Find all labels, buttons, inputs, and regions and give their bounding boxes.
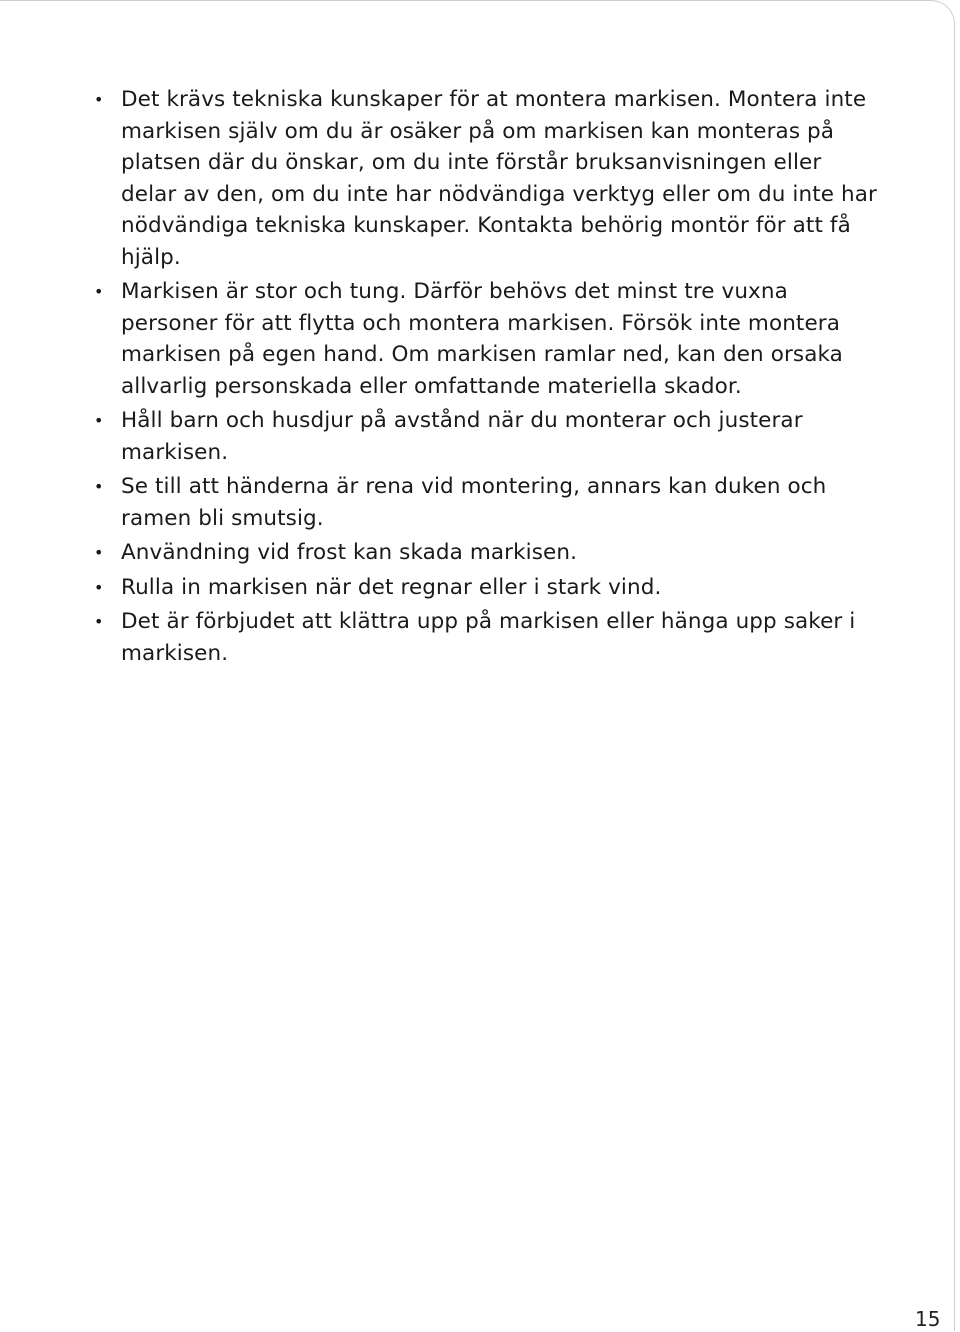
list-item bbox=[92, 537, 882, 569]
list-item bbox=[92, 84, 882, 273]
bullet-icon: • bbox=[94, 577, 104, 597]
list-item bbox=[92, 606, 882, 669]
page-number: 15 bbox=[915, 1307, 941, 1331]
bullet-icon: • bbox=[94, 612, 104, 631]
list-item-text: Det är förbjudet att klättra upp på markisen eller hänga upp saker i markisen. bbox=[121, 609, 856, 666]
list-item bbox=[92, 405, 882, 468]
safety-instructions-list bbox=[92, 84, 882, 672]
list-item-text: Se till att händerna är rena vid montering, annars kan duken och ramen bli smutsig. bbox=[121, 474, 827, 531]
list-item bbox=[92, 471, 882, 534]
list-item bbox=[92, 572, 882, 604]
list-item-text: Användning vid frost kan skada markisen. bbox=[121, 540, 578, 565]
list-item-text: Det krävs tekniska kunskaper för at montera markisen. Montera inte markisen själv om du är osäker på om markisen kan monteras på platsen där du önskar, om du inte förstår bruksanvisningen eller delar av den, om du inte har nödvändiga verktyg eller om du inte har nödvändiga tekniska kunskaper. Kontakta behörig montör för att få hjälp. bbox=[121, 87, 877, 270]
bullet-icon: • bbox=[94, 282, 104, 301]
list-item-text: Håll barn och husdjur på avstånd när du monterar och justerar markisen. bbox=[121, 408, 803, 465]
list-item bbox=[92, 276, 882, 402]
bullet-icon: • bbox=[94, 411, 104, 430]
list-item-text: Markisen är stor och tung. Därför behövs det minst tre vuxna personer för att flytta och montera markisen. Försök inte montera markisen på egen hand. Om markisen ramlar ned, kan den orsaka allvarlig personskada eller omfattande materiella skador. bbox=[121, 279, 843, 399]
list-item-text: Rulla in markisen när det regnar eller i stark vind. bbox=[121, 574, 662, 600]
bullet-icon: • bbox=[94, 543, 104, 562]
bullet-icon: • bbox=[94, 90, 104, 109]
bullet-icon: • bbox=[94, 477, 104, 496]
